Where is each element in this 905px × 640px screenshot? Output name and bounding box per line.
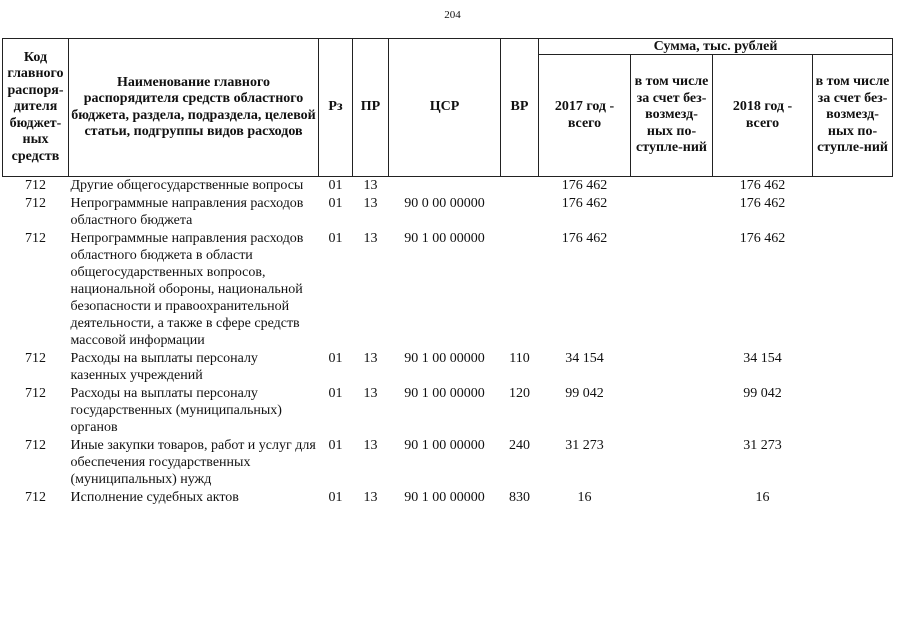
cell-name: Расходы на выплаты персоналу казенных учреждений bbox=[70, 351, 258, 383]
cell-pr: 13 bbox=[363, 351, 378, 366]
header-pr: ПР bbox=[353, 39, 389, 177]
cell-csr: 90 1 00 00000 bbox=[404, 351, 485, 366]
table-row bbox=[3, 385, 893, 437]
cell-sum-2017: 176 462 bbox=[561, 231, 608, 246]
cell-grants-2017 bbox=[631, 489, 713, 507]
header-name: Наименование главного распорядителя средств областного бюджета, раздела, подраздела, целевой статьи, подгруппы видов расходов bbox=[69, 39, 319, 177]
cell-grants-2018 bbox=[813, 350, 893, 385]
cell-pr: 13 bbox=[363, 196, 378, 211]
cell-csr: 90 1 00 00000 bbox=[404, 386, 485, 401]
page-number: 204 bbox=[444, 9, 461, 21]
cell-vr bbox=[501, 230, 539, 350]
cell-name: Иные закупки товаров, работ и услуг для обеспечения государственных (муниципальных) нужд bbox=[70, 438, 316, 487]
cell-csr: 90 0 00 00000 bbox=[404, 196, 485, 211]
cell-sum-2017: 16 bbox=[577, 490, 592, 505]
cell-pr: 13 bbox=[363, 438, 378, 453]
cell-rz: 01 bbox=[328, 490, 343, 505]
header-sum-group: Сумма, тыс. рублей bbox=[539, 39, 893, 55]
cell-name: Непрограммные направления расходов областного бюджета bbox=[70, 196, 304, 228]
cell-sum-2017: 176 462 bbox=[561, 178, 608, 193]
cell-rz: 01 bbox=[328, 196, 343, 211]
cell-name: Исполнение судебных актов bbox=[70, 490, 239, 505]
table-row bbox=[3, 177, 893, 196]
cell-sum-2017: 34 154 bbox=[565, 351, 604, 366]
cell-vr: 120 bbox=[509, 386, 530, 401]
cell-sum-2018: 99 042 bbox=[743, 386, 782, 401]
cell-code: 712 bbox=[25, 178, 46, 193]
cell-pr: 13 bbox=[363, 490, 378, 505]
cell-code: 712 bbox=[25, 196, 46, 211]
header-csr: ЦСР bbox=[389, 39, 501, 177]
header-vr: ВР bbox=[501, 39, 539, 177]
cell-csr: 90 1 00 00000 bbox=[404, 231, 485, 246]
cell-code: 712 bbox=[25, 490, 46, 505]
cell-grants-2018 bbox=[813, 385, 893, 437]
cell-pr: 13 bbox=[363, 386, 378, 401]
cell-csr: 90 1 00 00000 bbox=[404, 438, 485, 453]
header-2018-total: 2018 год - всего bbox=[713, 55, 813, 177]
cell-vr: 110 bbox=[509, 351, 530, 366]
cell-grants-2017 bbox=[631, 437, 713, 489]
table-body bbox=[3, 177, 893, 508]
cell-code: 712 bbox=[25, 438, 46, 453]
cell-grants-2018 bbox=[813, 230, 893, 350]
cell-code: 712 bbox=[25, 386, 46, 401]
table-row bbox=[3, 230, 893, 350]
cell-sum-2017: 176 462 bbox=[561, 196, 608, 211]
table-row bbox=[3, 195, 893, 230]
cell-rz: 01 bbox=[328, 438, 343, 453]
header-2017-grants: в том числе за счет без-возмезд-ных по-ступле-ний bbox=[631, 55, 713, 177]
cell-code: 712 bbox=[25, 351, 46, 366]
table-row bbox=[3, 350, 893, 385]
cell-grants-2018 bbox=[813, 177, 893, 196]
cell-sum-2018: 31 273 bbox=[743, 438, 782, 453]
table-row bbox=[3, 489, 893, 507]
table-row bbox=[3, 437, 893, 489]
cell-name: Непрограммные направления расходов областного бюджета в области общегосударственных вопросов, национальной обороны, национальной безопасности и правоохранительной деятельности, а также в сфере средств массовой информации bbox=[70, 231, 304, 348]
cell-sum-2018: 176 462 bbox=[739, 196, 786, 211]
cell-grants-2018 bbox=[813, 437, 893, 489]
cell-csr bbox=[389, 177, 501, 196]
cell-pr: 13 bbox=[363, 178, 378, 193]
header-code: Код главного распоря-дителя бюджет-ных средств bbox=[3, 39, 69, 177]
cell-sum-2018: 176 462 bbox=[739, 178, 786, 193]
cell-grants-2017 bbox=[631, 230, 713, 350]
cell-grants-2018 bbox=[813, 195, 893, 230]
cell-rz: 01 bbox=[328, 386, 343, 401]
cell-rz: 01 bbox=[328, 231, 343, 246]
header-2018-grants: в том числе за счет без-возмезд-ных по-ступле-ний bbox=[813, 55, 893, 177]
budget-table bbox=[2, 38, 893, 507]
cell-rz: 01 bbox=[328, 351, 343, 366]
cell-vr bbox=[501, 195, 539, 230]
cell-grants-2017 bbox=[631, 385, 713, 437]
cell-vr bbox=[501, 177, 539, 196]
cell-pr: 13 bbox=[363, 231, 378, 246]
table-header bbox=[3, 39, 893, 177]
cell-csr: 90 1 00 00000 bbox=[404, 490, 485, 505]
header-2017-total: 2017 год - всего bbox=[539, 55, 631, 177]
cell-sum-2017: 31 273 bbox=[565, 438, 604, 453]
cell-sum-2017: 99 042 bbox=[565, 386, 604, 401]
cell-vr: 240 bbox=[509, 438, 530, 453]
cell-grants-2017 bbox=[631, 177, 713, 196]
cell-sum-2018: 34 154 bbox=[743, 351, 782, 366]
cell-vr: 830 bbox=[509, 490, 530, 505]
cell-sum-2018: 16 bbox=[755, 490, 770, 505]
header-rz: Рз bbox=[319, 39, 353, 177]
cell-grants-2017 bbox=[631, 195, 713, 230]
cell-rz: 01 bbox=[328, 178, 343, 193]
cell-grants-2018 bbox=[813, 489, 893, 507]
cell-grants-2017 bbox=[631, 350, 713, 385]
cell-name: Расходы на выплаты персоналу государственных (муниципальных) органов bbox=[70, 386, 282, 435]
cell-name: Другие общегосударственные вопросы bbox=[70, 178, 304, 193]
cell-sum-2018: 176 462 bbox=[739, 231, 786, 246]
cell-code: 712 bbox=[25, 231, 46, 246]
